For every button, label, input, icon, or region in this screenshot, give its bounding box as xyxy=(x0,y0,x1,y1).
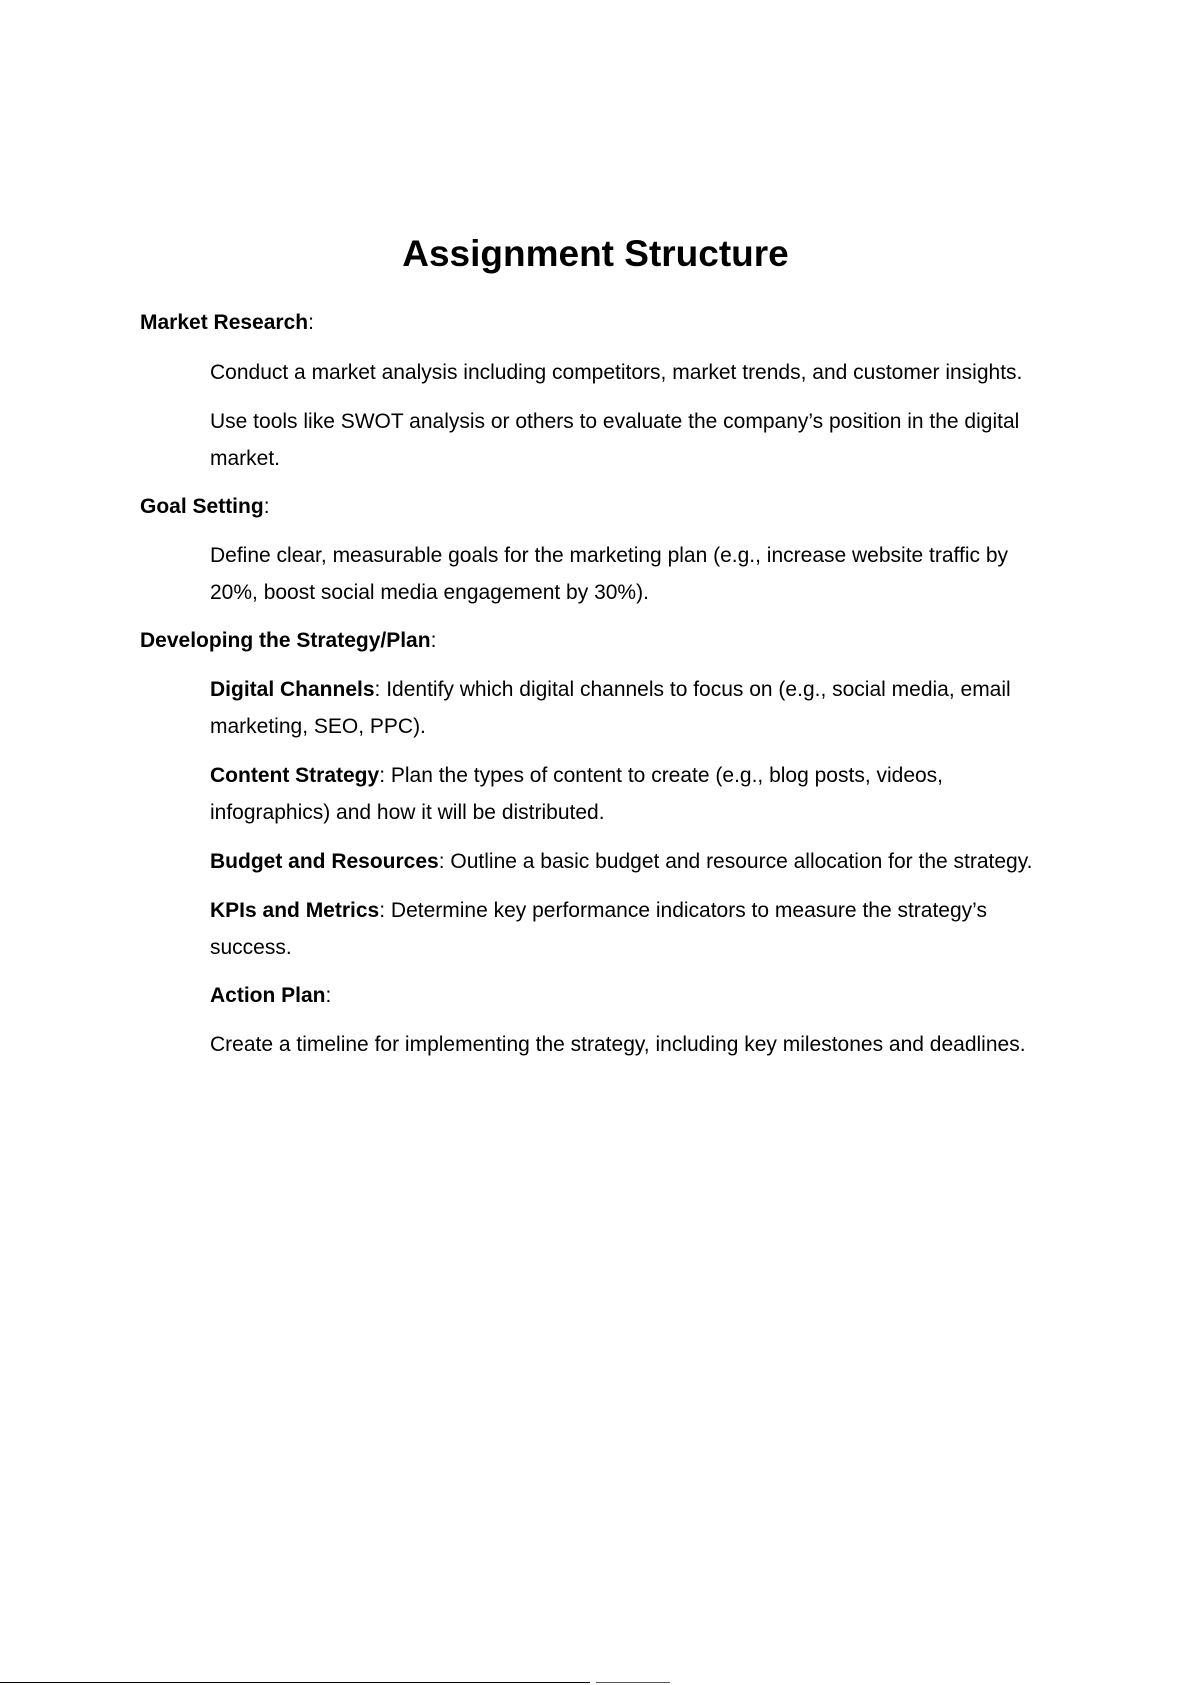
section-heading-label: Developing the Strategy/Plan xyxy=(140,629,431,652)
section-heading-strategy-plan xyxy=(140,628,436,654)
body-line: market. xyxy=(210,447,281,470)
heading-colon: : xyxy=(263,495,270,518)
item-text: : Determine key performance indicators to measure the strategy’s xyxy=(379,899,987,922)
item-term: KPIs and Metrics xyxy=(210,899,380,922)
item-text: : Plan the types of content to create (e.g., blog posts, videos, xyxy=(379,764,944,787)
body-line: Use tools like SWOT analysis or others to evaluate the company’s position in the digital xyxy=(210,410,1020,433)
heading-colon: : xyxy=(308,311,314,334)
item-text: : Identify which digital channels to focus on (e.g., social media, email xyxy=(374,678,1011,701)
body-line: infographics) and how it will be distributed. xyxy=(210,801,605,824)
section-heading-label: Market Research xyxy=(140,311,309,334)
body-line: Conduct a market analysis including competitors, market trends, and customer insights. xyxy=(210,361,1023,384)
item-text: : Outline a basic budget and resource allocation for the strategy. xyxy=(438,850,1033,873)
list-item-action-plan xyxy=(210,983,331,1009)
section-heading-label: Goal Setting xyxy=(140,495,264,518)
section-heading-market-research xyxy=(140,310,314,336)
item-term: Digital Channels xyxy=(210,678,375,701)
page-bottom-rule-segment xyxy=(596,1682,670,1683)
heading-colon: : xyxy=(430,629,437,652)
page-title: Assignment Structure xyxy=(402,233,789,274)
item-term: Content Strategy xyxy=(210,764,380,787)
item-term: Action Plan xyxy=(210,984,326,1007)
body-line: 20%, boost social media engagement by 30%). xyxy=(210,581,649,604)
item-term: Budget and Resources xyxy=(210,850,439,873)
body-line: marketing, SEO, PPC). xyxy=(210,715,426,738)
section-heading-goal-setting xyxy=(140,494,270,520)
list-item-content-strategy xyxy=(210,763,943,789)
list-item-budget-resources xyxy=(210,849,1033,875)
body-line: success. xyxy=(210,936,292,959)
item-text: : xyxy=(325,984,332,1007)
body-line: Define clear, measurable goals for the marketing plan (e.g., increase website traffic by xyxy=(210,544,1009,567)
body-line: Create a timeline for implementing the strategy, including key milestones and deadlines. xyxy=(210,1033,1026,1056)
page-bottom-rule xyxy=(0,1682,590,1683)
list-item-digital-channels xyxy=(210,677,1011,703)
list-item-kpis-metrics xyxy=(210,898,987,924)
